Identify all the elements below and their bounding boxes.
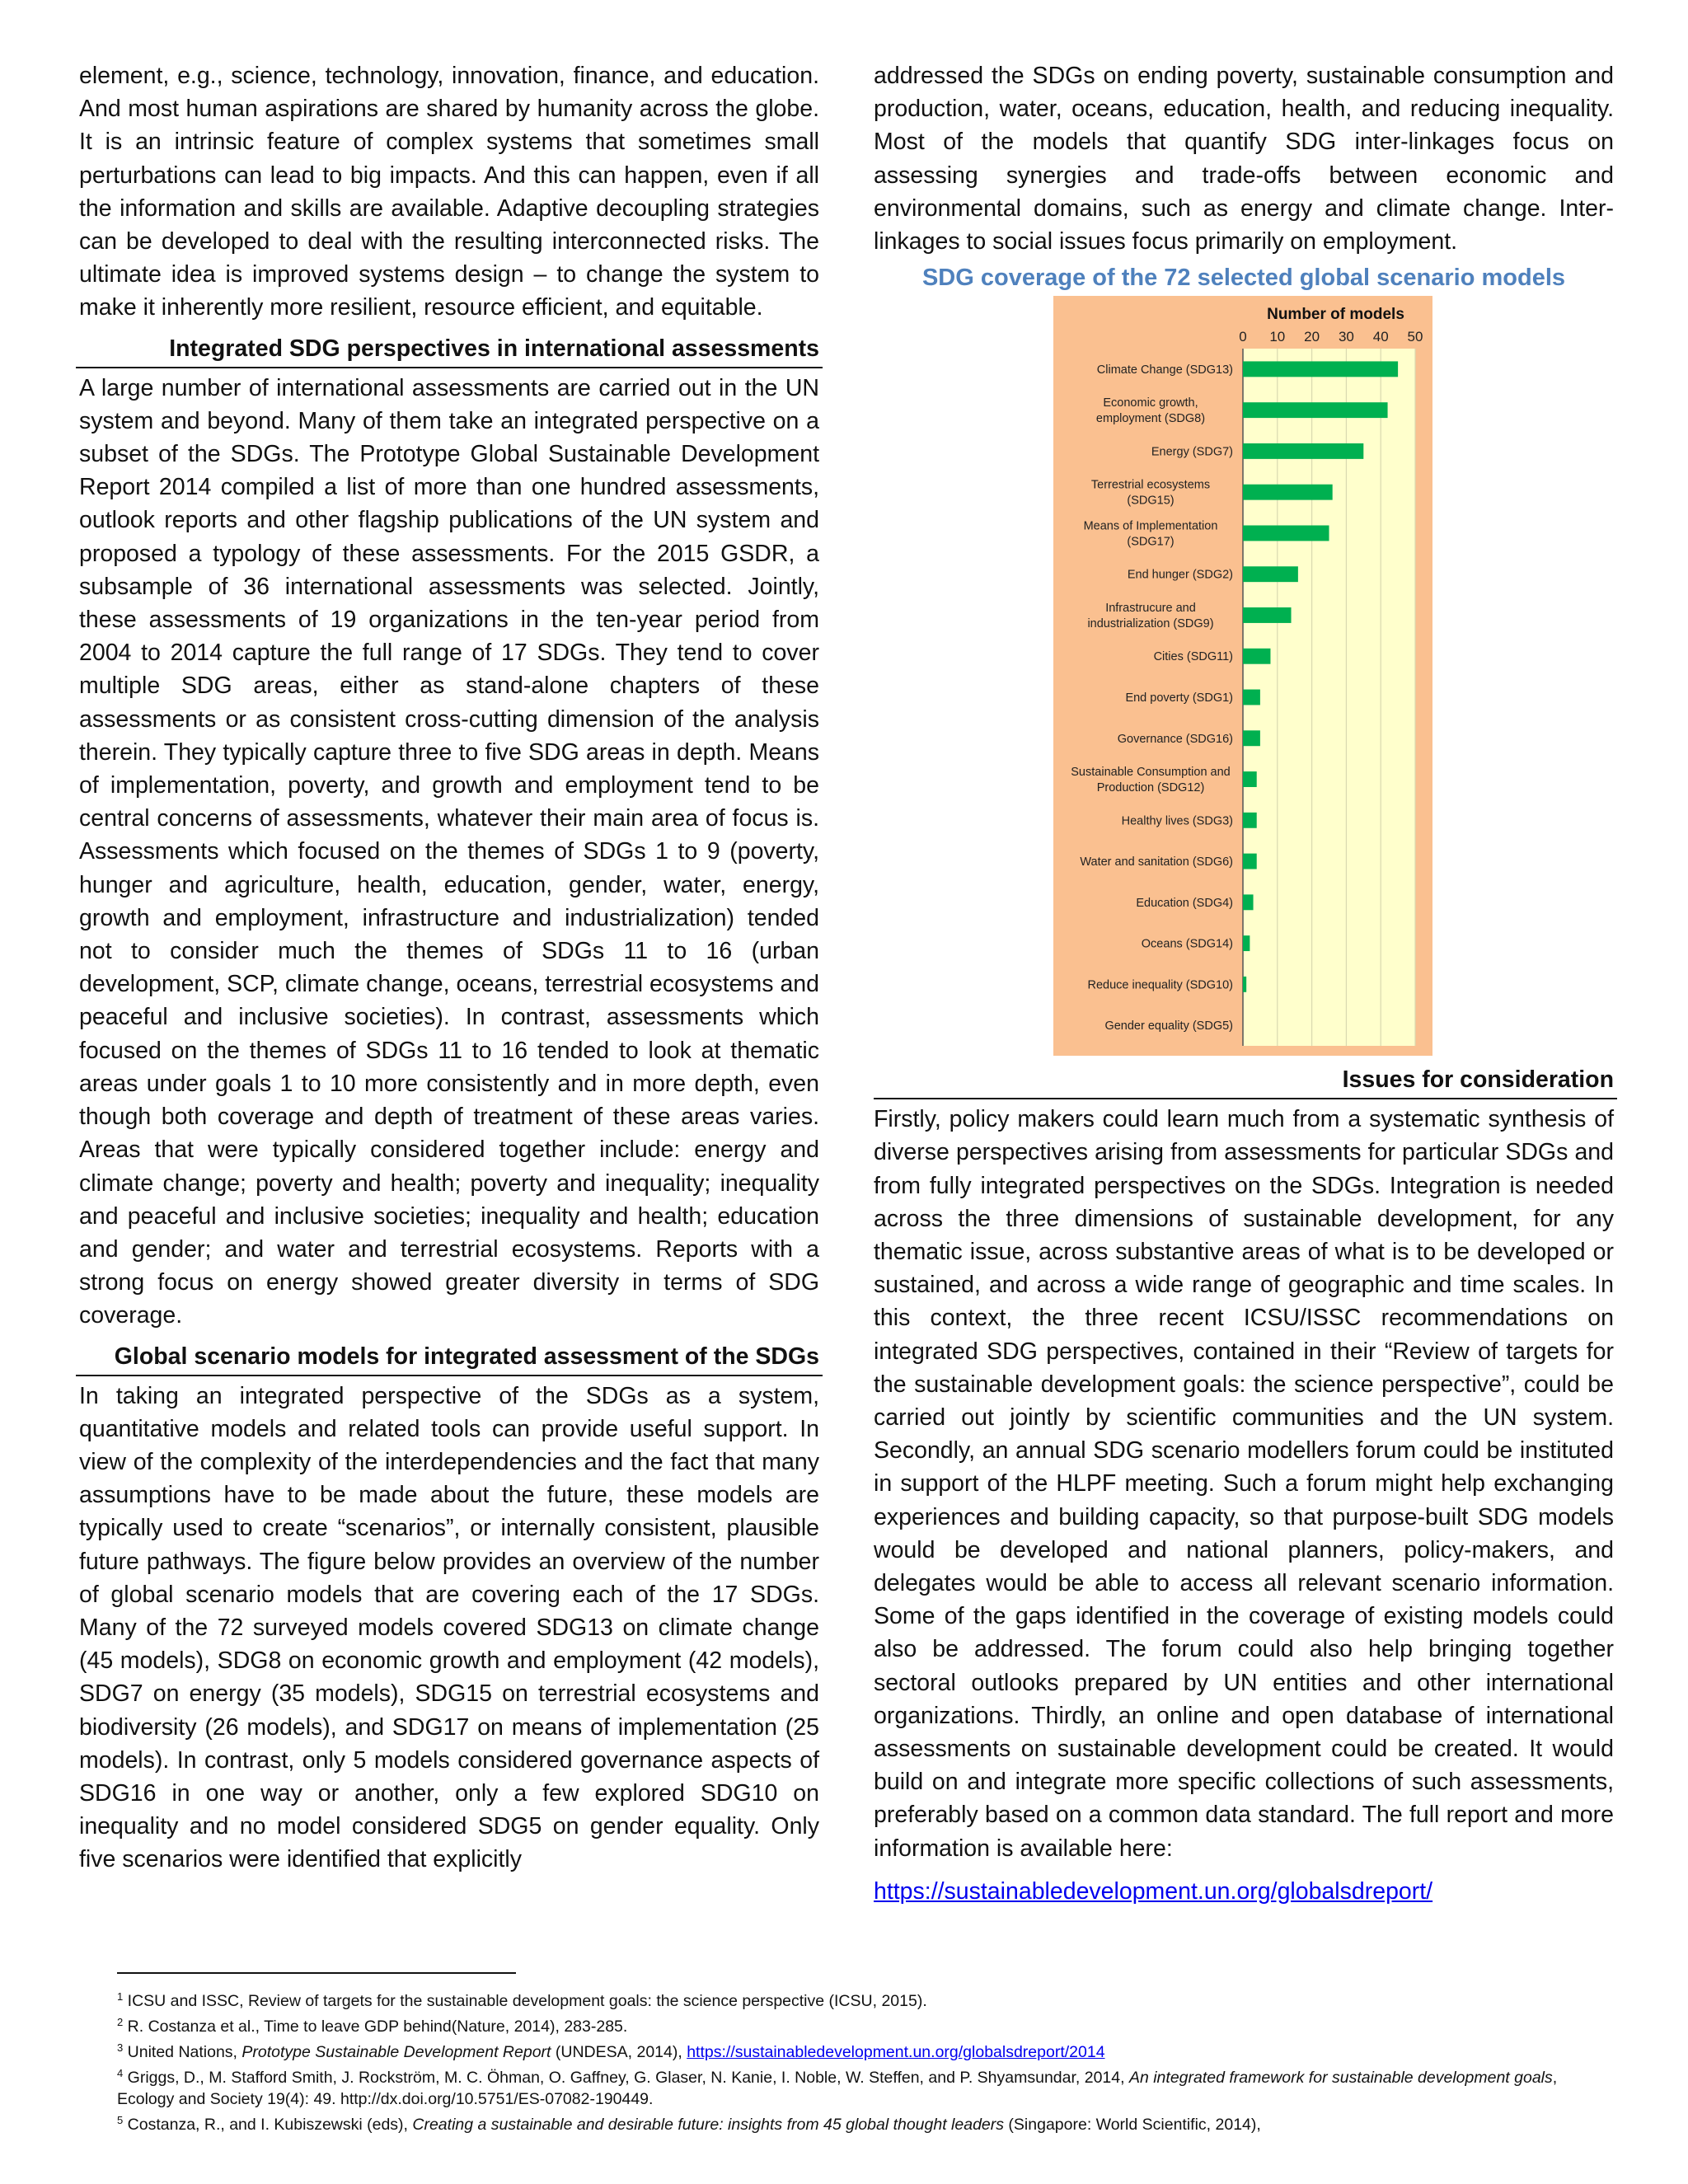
x-tick-label: 30 (1338, 329, 1354, 345)
category-label: Economic growth, (1103, 396, 1198, 410)
section-body-global-scenario-models: In taking an integrated perspective of the SDGs as a system, quantitative models and related tools can provide useful support. In view of the complexity of the interdependencies and the fact that many assumptions have to be made about the future, these models are typically used to create “scenarios”, or internally consistent, plausible future pathways. The figure below provides an overview of the number of global scenario models that are covering each of the 17 SDGs. Many of the 72 surveyed models covered SDG13 on climate change (45 models), SDG8 on economic growth and employment (42 models), SDG7 on energy (35 models), SDG15 on terrestrial ecosystems and biodiversity (26 models), and SDG17 on means of implementation (25 models). In contrast, only 5 models considered governance aspects of SDG16 in one way or another, only a few explored SDG10 on inequality and no model considered SDG5 on gender equality. Only five scenarios were identified that explicitly (79, 1382, 819, 1873)
category-label: End hunger (SDG2) (1127, 568, 1233, 582)
category-label: Governance (SDG16) (1117, 732, 1233, 746)
bar (1243, 771, 1257, 787)
category-label: Energy (SDG7) (1151, 445, 1233, 459)
bar (1243, 485, 1333, 500)
footnote-italic-title: Prototype Sustainable Development Report (241, 2043, 551, 2061)
section-heading-issues: Issues for consideration (874, 1063, 1617, 1099)
x-tick-label: 40 (1372, 329, 1389, 345)
section-body-integrated-perspectives: A large number of international assessments are carried out in the UN system and beyond. Many of them take an integrated perspective on a subset of the SDGs. The Prototype Global Sustainable Development Report 2014 compiled a list of more than one hundred assessments, outlook reports and other flagship publications of the UN system and proposed a typology of these assessments. For the 2015 GSDR, a subsample of 36 international assessments was selected. Jointly, these assessments of 19 organizations in the ten-year period from 2004 to 2014 capture the full range of 17 SDGs. They tend to cover multiple SDG areas, either as stand-alone chapters of these assessments or as consistent cross-cutting dimension of the analysis therein. They typically capture three to five SDG areas in depth. Means of implementation, poverty, and growth and employment tend to be central concerns of assessments, whatever their main area of focus is. Assessments which focused on the themes of SDGs 1 to 9 (poverty, hunger and agriculture, health, education, gender, water, energy, growth and employment, infrastructure and industrialization) tended not to consider much the themes of SDGs 11 to 16 (urban development, SCP, climate change, oceans, terrestrial ecosystems and peaceful and inclusive societies). In contrast, assessments which focused on the themes of SDGs 11 to 16 tended to look at thematic areas under goals 1 to 10 more consistently and in more depth, even though both coverage and depth of treatment of these areas varies. Areas that were typically considered together include: energy and climate change; poverty and health; poverty and inequality; inequality and peaceful and inclusive societies; inequality and health; education and gender; and water and terrestrial ecosystems. Reports with a strong focus on energy showed greater diversity in terms of SDG coverage. (79, 374, 819, 1329)
right-column (874, 59, 1614, 1908)
category-label: Infrastrucure and (1105, 602, 1196, 616)
footnote-text: (UNDESA, 2014), (551, 2043, 687, 2061)
category-label: Production (SDG12) (1096, 781, 1205, 795)
bar (1243, 649, 1270, 664)
category-label: Healthy lives (SDG3) (1121, 814, 1233, 828)
footnote-separator (117, 1972, 516, 1974)
section-heading-global-scenario-models: Global scenario models for integrated assessment of the SDGs (76, 1340, 823, 1376)
category-label: Water and sanitation (SDG6) (1080, 855, 1233, 869)
report-link[interactable]: https://sustainabledevelopment.un.org/globalsdreport/ (874, 1877, 1433, 1905)
footnote-number: 1 (117, 1990, 124, 2003)
footnote (117, 2110, 1611, 2135)
footnote (117, 2037, 1611, 2063)
footnote (117, 2063, 1611, 2110)
bar (1243, 977, 1246, 992)
x-tick-label: 50 (1407, 329, 1423, 345)
footnote-text: , Ecology and Society 19(4): 49. http://dx.doi.org/10.5751/ES-07082-190449. (117, 2069, 1558, 2108)
footnote-italic-title: An integrated framework for sustainable development goals (1128, 2069, 1553, 2087)
x-tick-label: 10 (1269, 329, 1286, 345)
bar (1243, 566, 1298, 582)
category-label: Reduce inequality (SDG10) (1087, 978, 1233, 992)
footnotes (117, 1986, 1611, 2135)
bar (1243, 813, 1257, 828)
bar (1243, 935, 1250, 951)
bar (1243, 526, 1329, 541)
footnote-text: (Singapore: World Scientific, 2014), (1004, 2116, 1261, 2134)
footnote-text: United Nations, (127, 2043, 242, 2061)
intro-paragraph: element, e.g., science, technology, innovation, finance, and education. And most human aspirations are shared by humanity across the globe. It is an intrinsic feature of complex systems that sometimes small perturbations can lead to big impacts. And this can happen, even if all the information and skills are available. Adaptive decoupling strategies can be developed to deal with the resulting interconnected risks. The ultimate idea is improved systems design – to change the system to make it inherently more resilient, resource efficient, and equitable. (79, 63, 819, 321)
category-label: industrialization (SDG9) (1087, 617, 1214, 631)
category-label: Cities (SDG11) (1153, 650, 1233, 664)
bar (1243, 362, 1398, 377)
footnote (117, 2012, 1611, 2037)
category-label: employment (SDG8) (1095, 412, 1206, 426)
bar (1243, 731, 1260, 747)
bar (1243, 402, 1388, 418)
footnote-text: R. Costanza et al., Time to leave GDP behind(Nature, 2014), 283-285. (127, 2018, 628, 2036)
category-label: Gender equality (SDG5) (1104, 1019, 1233, 1033)
bar (1243, 854, 1257, 869)
category-label: (SDG17) (1127, 535, 1175, 549)
bar (1243, 443, 1363, 459)
footnote-number: 5 (117, 2114, 124, 2126)
x-axis-label: Number of models (1267, 306, 1404, 324)
x-tick-label: 20 (1304, 329, 1320, 345)
bar (1243, 607, 1292, 623)
footnote-text: ICSU and ISSC, Review of targets for the sustainable development goals: the science perspective (ICSU, 2015). (127, 1992, 927, 2010)
footnote-number: 3 (117, 2041, 124, 2054)
continuation-paragraph: addressed the SDGs on ending poverty, sustainable consumption and production, water, oceans, education, health, and reducing inequality. Most of the models that quantify SDG inter-linkages focus on assessing synergies and trade-offs between economic and environmental domains, such as energy and climate change. Inter-linkages to social issues focus primarily on employment. (874, 63, 1614, 255)
category-label: End poverty (SDG1) (1125, 691, 1233, 705)
category-label: Climate Change (SDG13) (1096, 363, 1233, 377)
section-body-issues: Firstly, policy makers could learn much from a systematic synthesis of diverse perspectives arising from assessments for particular SDGs and from fully integrated perspectives on the SDGs. Integration is needed across the three dimensions of sustainable development, for any thematic issue, across substantive areas of what is to be developed or sustained, and across a wide range of geographic and time scales. In this context, the three recent ICSU/ISSC recommendations on integrated SDG perspectives, contained in their “Review of targets for the sustainable development goals: the science perspective”, could be carried out jointly by scientific communities and the UN system. Secondly, an annual SDG scenario modellers forum could be instituted in support of the HLPF meeting. Such a forum might help exchanging experiences and building capacity, so that purpose-built SDG models would be developed and national planners, policy-makers, and delegates would be able to access all relevant scenario information. Some of the gaps identified in the coverage of existing models could also be addressed. The forum could also help bringing together sectoral outlooks prepared by UN entities and other international organizations. Thirdly, an online and open database of international assessments on sustainable development could be created. It would build on and integrate more specific collections of such assessments, preferably based on a common data standard. The full report and more information is available here: (874, 1106, 1614, 1862)
sdg-coverage-chart (1053, 296, 1432, 1056)
footnote-italic-title: Creating a sustainable and desirable future: insights from 45 global thought leaders (412, 2116, 1005, 2134)
footnote-link[interactable]: https://sustainabledevelopment.un.org/globalsdreport/2014 (687, 2043, 1105, 2061)
bar (1243, 895, 1254, 911)
footnote-number: 2 (117, 2016, 124, 2028)
x-tick-label: 0 (1239, 329, 1247, 345)
bar (1243, 690, 1260, 705)
section-heading-integrated-perspectives: Integrated SDG perspectives in international assessments (76, 332, 823, 368)
footnote-number: 4 (117, 2067, 124, 2079)
report-link-paragraph (874, 1875, 1614, 1908)
footnote-text: Costanza, R., and I. Kubiszewski (eds), (127, 2116, 413, 2134)
category-label: Terrestrial ecosystems (1090, 478, 1211, 492)
footnote-text: Griggs, D., M. Stafford Smith, J. Rockström, M. C. Öhman, O. Gaffney, G. Glaser, N. Kanie, I. Noble, W. Steffen, and P. Shyamsundar, 2014, (127, 2069, 1129, 2087)
chart-title: SDG coverage of the 72 selected global scenario models (921, 265, 1566, 292)
category-label: Education (SDG4) (1136, 897, 1233, 911)
category-label: Oceans (SDG14) (1141, 937, 1233, 951)
category-label: Means of Implementation (1083, 519, 1218, 533)
left-column (79, 59, 819, 1877)
category-label: (SDG15) (1127, 494, 1175, 508)
footnote (117, 1986, 1611, 2012)
category-label: Sustainable Consumption and (1071, 766, 1231, 780)
